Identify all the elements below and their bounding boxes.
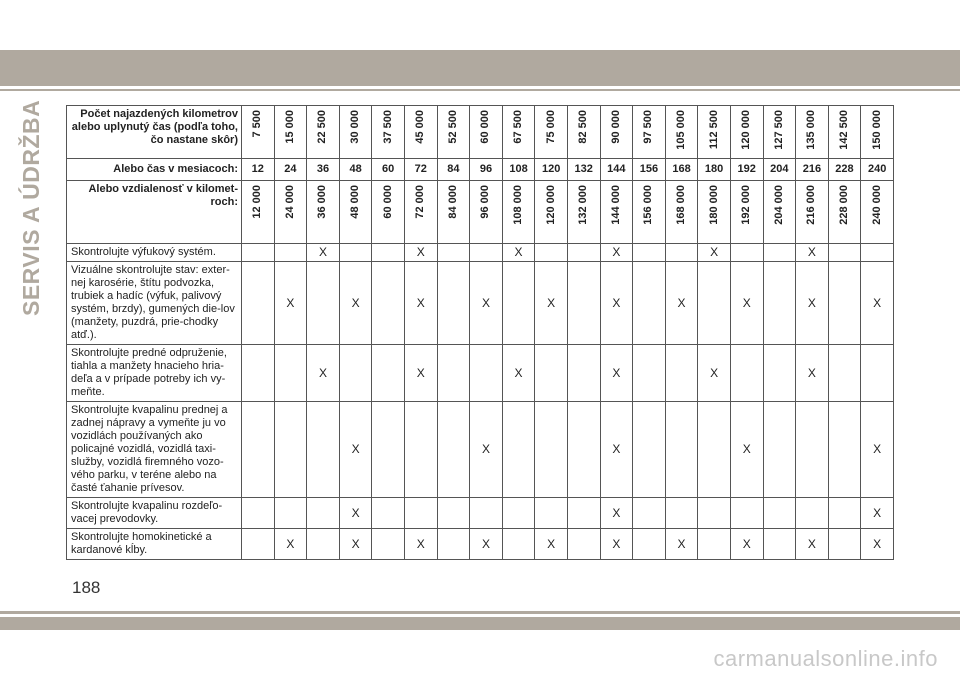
km-interval-value: 37 500 bbox=[381, 110, 394, 144]
km-interval-cell bbox=[567, 106, 600, 159]
task-mark bbox=[828, 402, 861, 498]
task-mark: X bbox=[502, 244, 535, 262]
distance-interval-cell bbox=[372, 181, 405, 244]
km-interval-value: 82 500 bbox=[577, 110, 590, 144]
km-interval-cell bbox=[763, 106, 796, 159]
task-mark: X bbox=[470, 402, 503, 498]
task-mark bbox=[535, 498, 568, 529]
task-mark bbox=[339, 345, 372, 402]
task-mark bbox=[242, 402, 275, 498]
km-interval-value: 90 000 bbox=[609, 110, 622, 144]
task-mark bbox=[567, 498, 600, 529]
task-mark bbox=[470, 345, 503, 402]
task-mark bbox=[633, 498, 666, 529]
distance-interval-cell bbox=[535, 181, 568, 244]
task-mark bbox=[372, 345, 405, 402]
task-mark bbox=[633, 244, 666, 262]
task-mark bbox=[274, 244, 307, 262]
task-mark bbox=[730, 498, 763, 529]
month-interval: 36 bbox=[307, 159, 340, 181]
task-mark bbox=[437, 529, 470, 560]
task-mark bbox=[437, 402, 470, 498]
task-label: Skontrolujte kvapalinu rozdeľo-vacej prevodovky. bbox=[67, 498, 242, 529]
km-interval-cell bbox=[274, 106, 307, 159]
task-mark bbox=[861, 345, 894, 402]
km-interval-cell bbox=[339, 106, 372, 159]
distance-interval-cell bbox=[437, 181, 470, 244]
task-mark bbox=[242, 345, 275, 402]
page-number: 188 bbox=[72, 578, 101, 597]
distance-interval-value: 132 000 bbox=[577, 185, 590, 225]
task-mark bbox=[665, 402, 698, 498]
task-mark: X bbox=[535, 262, 568, 345]
task-mark bbox=[339, 244, 372, 262]
km-interval-cell bbox=[307, 106, 340, 159]
km-header-row bbox=[67, 106, 894, 159]
km-interval-cell bbox=[372, 106, 405, 159]
task-mark bbox=[567, 402, 600, 498]
km-interval-cell bbox=[470, 106, 503, 159]
distance-interval-cell bbox=[307, 181, 340, 244]
task-mark: X bbox=[730, 262, 763, 345]
watermark: carmanualsonline.info bbox=[713, 646, 938, 671]
distance-interval-value: 192 000 bbox=[740, 185, 753, 225]
task-mark bbox=[698, 529, 731, 560]
month-interval: 96 bbox=[470, 159, 503, 181]
task-mark bbox=[437, 498, 470, 529]
task-mark: X bbox=[730, 529, 763, 560]
task-mark: X bbox=[600, 244, 633, 262]
task-mark bbox=[437, 262, 470, 345]
task-mark: X bbox=[600, 402, 633, 498]
task-mark bbox=[730, 345, 763, 402]
task-mark bbox=[372, 262, 405, 345]
km-interval-value: 45 000 bbox=[414, 110, 427, 144]
task-mark: X bbox=[730, 402, 763, 498]
km-interval-value: 75 000 bbox=[544, 110, 557, 144]
month-interval: 204 bbox=[763, 159, 796, 181]
distance-interval-value: 168 000 bbox=[675, 185, 688, 225]
km-interval-cell bbox=[861, 106, 894, 159]
km-interval-cell bbox=[665, 106, 698, 159]
task-mark: X bbox=[470, 529, 503, 560]
task-mark: X bbox=[665, 529, 698, 560]
task-mark bbox=[242, 244, 275, 262]
distance-interval-value: 204 000 bbox=[772, 185, 785, 225]
km-interval-value: 150 000 bbox=[870, 110, 883, 150]
task-mark bbox=[502, 529, 535, 560]
task-row bbox=[67, 262, 894, 345]
task-mark bbox=[242, 498, 275, 529]
km-interval-value: 112 500 bbox=[707, 110, 720, 150]
task-mark bbox=[307, 402, 340, 498]
task-mark: X bbox=[665, 262, 698, 345]
task-mark bbox=[665, 345, 698, 402]
task-mark bbox=[470, 498, 503, 529]
distance-interval-cell bbox=[567, 181, 600, 244]
km-interval-value: 60 000 bbox=[479, 110, 492, 144]
distance-interval-cell bbox=[730, 181, 763, 244]
distance-interval-value: 72 000 bbox=[414, 185, 427, 219]
task-mark bbox=[372, 402, 405, 498]
month-interval: 48 bbox=[339, 159, 372, 181]
task-mark bbox=[763, 498, 796, 529]
task-mark bbox=[502, 498, 535, 529]
task-mark bbox=[633, 345, 666, 402]
task-mark bbox=[502, 262, 535, 345]
task-mark: X bbox=[698, 244, 731, 262]
km-interval-cell bbox=[437, 106, 470, 159]
km-interval-value: 142 500 bbox=[837, 110, 850, 150]
task-mark bbox=[535, 402, 568, 498]
task-mark: X bbox=[600, 345, 633, 402]
month-interval: 180 bbox=[698, 159, 731, 181]
km-interval-value: 22 500 bbox=[316, 110, 329, 144]
task-mark: X bbox=[274, 529, 307, 560]
distance-interval-value: 24 000 bbox=[283, 185, 296, 219]
distance-interval-value: 108 000 bbox=[512, 185, 525, 225]
task-mark: X bbox=[339, 498, 372, 529]
task-label: Vizuálne skontrolujte stav: exter-nej karosérie, štítu podvozka, trubiek a hadíc (výfuk, palivový systém, brzdy), gumených die-lov (manžety, puzdrá, prie-chodky atď.). bbox=[67, 262, 242, 345]
distance-interval-cell bbox=[796, 181, 829, 244]
distance-interval-value: 60 000 bbox=[381, 185, 394, 219]
task-mark bbox=[372, 529, 405, 560]
distance-interval-value: 48 000 bbox=[349, 185, 362, 219]
month-interval: 132 bbox=[567, 159, 600, 181]
distance-interval-cell bbox=[698, 181, 731, 244]
km-header-label: Počet najazdených kilometrov alebo uplynutý čas (podľa toho, čo nastane skôr) bbox=[67, 106, 242, 159]
task-mark bbox=[633, 262, 666, 345]
task-mark: X bbox=[861, 402, 894, 498]
task-row bbox=[67, 345, 894, 402]
task-mark bbox=[307, 498, 340, 529]
distance-interval-cell bbox=[502, 181, 535, 244]
km-interval-value: 52 500 bbox=[446, 110, 459, 144]
top-decorative-band bbox=[0, 50, 960, 86]
task-mark: X bbox=[274, 262, 307, 345]
task-mark bbox=[307, 262, 340, 345]
task-mark bbox=[763, 244, 796, 262]
task-mark: X bbox=[861, 498, 894, 529]
task-mark bbox=[567, 345, 600, 402]
distance-interval-value: 144 000 bbox=[609, 185, 622, 225]
km-interval-cell bbox=[698, 106, 731, 159]
month-interval: 84 bbox=[437, 159, 470, 181]
distance-interval-cell bbox=[404, 181, 437, 244]
task-mark bbox=[274, 345, 307, 402]
task-mark: X bbox=[404, 345, 437, 402]
month-interval: 72 bbox=[404, 159, 437, 181]
month-interval: 228 bbox=[828, 159, 861, 181]
task-mark: X bbox=[307, 345, 340, 402]
distance-interval-cell bbox=[763, 181, 796, 244]
task-mark bbox=[372, 498, 405, 529]
distance-interval-cell bbox=[861, 181, 894, 244]
task-mark bbox=[828, 498, 861, 529]
task-mark bbox=[470, 244, 503, 262]
distance-interval-value: 240 000 bbox=[870, 185, 883, 225]
month-interval: 240 bbox=[861, 159, 894, 181]
distance-interval-cell bbox=[600, 181, 633, 244]
task-mark bbox=[698, 402, 731, 498]
task-mark bbox=[274, 402, 307, 498]
section-title: SERVIS A ÚDRŽBA bbox=[18, 99, 44, 316]
month-interval: 60 bbox=[372, 159, 405, 181]
distance-interval-value: 120 000 bbox=[544, 185, 557, 225]
distance-interval-value: 12 000 bbox=[251, 185, 264, 219]
distance-interval-value: 36 000 bbox=[316, 185, 329, 219]
km-interval-cell bbox=[796, 106, 829, 159]
task-mark bbox=[796, 402, 829, 498]
month-interval: 24 bbox=[274, 159, 307, 181]
task-mark: X bbox=[861, 529, 894, 560]
distance-interval-cell bbox=[665, 181, 698, 244]
km-interval-value: 67 500 bbox=[512, 110, 525, 144]
task-mark bbox=[828, 244, 861, 262]
km-interval-value: 15 000 bbox=[283, 110, 296, 144]
task-mark bbox=[567, 244, 600, 262]
task-mark bbox=[372, 244, 405, 262]
task-mark bbox=[404, 402, 437, 498]
task-mark bbox=[567, 529, 600, 560]
task-mark: X bbox=[404, 262, 437, 345]
task-mark: X bbox=[470, 262, 503, 345]
task-mark: X bbox=[404, 529, 437, 560]
task-mark: X bbox=[307, 244, 340, 262]
km-interval-value: 127 500 bbox=[772, 110, 785, 150]
task-row bbox=[67, 244, 894, 262]
distance-interval-cell bbox=[470, 181, 503, 244]
task-mark bbox=[763, 345, 796, 402]
task-mark bbox=[665, 244, 698, 262]
task-mark: X bbox=[796, 345, 829, 402]
month-interval: 168 bbox=[665, 159, 698, 181]
task-mark bbox=[633, 402, 666, 498]
months-header-label: Alebo čas v mesiacoch: bbox=[67, 159, 242, 181]
task-row bbox=[67, 498, 894, 529]
km-interval-value: 105 000 bbox=[675, 110, 688, 150]
km-interval-cell bbox=[502, 106, 535, 159]
month-interval: 12 bbox=[242, 159, 275, 181]
task-row bbox=[67, 529, 894, 560]
task-mark bbox=[242, 262, 275, 345]
task-mark bbox=[242, 529, 275, 560]
task-mark: X bbox=[339, 402, 372, 498]
task-mark: X bbox=[600, 262, 633, 345]
km-interval-value: 7 500 bbox=[251, 110, 264, 138]
month-interval: 192 bbox=[730, 159, 763, 181]
task-row bbox=[67, 402, 894, 498]
task-mark bbox=[307, 529, 340, 560]
km-interval-cell bbox=[404, 106, 437, 159]
km-interval-value: 30 000 bbox=[349, 110, 362, 144]
km-interval-cell bbox=[633, 106, 666, 159]
distance-interval-cell bbox=[828, 181, 861, 244]
km-interval-cell bbox=[600, 106, 633, 159]
task-mark bbox=[535, 244, 568, 262]
task-mark: X bbox=[796, 262, 829, 345]
distance-interval-cell bbox=[633, 181, 666, 244]
month-interval: 156 bbox=[633, 159, 666, 181]
task-mark: X bbox=[698, 345, 731, 402]
task-mark bbox=[698, 498, 731, 529]
task-mark: X bbox=[600, 498, 633, 529]
km-interval-cell bbox=[828, 106, 861, 159]
km-interval-value: 135 000 bbox=[805, 110, 818, 150]
km-interval-value: 97 500 bbox=[642, 110, 655, 144]
task-mark: X bbox=[404, 244, 437, 262]
km-interval-value: 120 000 bbox=[740, 110, 753, 150]
task-mark bbox=[437, 345, 470, 402]
km-interval-cell bbox=[535, 106, 568, 159]
task-mark bbox=[404, 498, 437, 529]
distance-interval-value: 216 000 bbox=[805, 185, 818, 225]
task-mark bbox=[796, 498, 829, 529]
months-header-row bbox=[67, 159, 894, 181]
task-mark: X bbox=[535, 529, 568, 560]
task-mark bbox=[763, 529, 796, 560]
task-label: Skontrolujte predné odpruženie, tiahla a manžety hnacieho hria-deľa a v prípade potreby ich vy-meňte. bbox=[67, 345, 242, 402]
km-interval-cell bbox=[242, 106, 275, 159]
task-mark: X bbox=[339, 262, 372, 345]
distance-interval-value: 84 000 bbox=[446, 185, 459, 219]
task-mark bbox=[535, 345, 568, 402]
task-mark bbox=[763, 262, 796, 345]
task-mark bbox=[665, 498, 698, 529]
task-mark bbox=[730, 244, 763, 262]
task-mark bbox=[567, 262, 600, 345]
distance-interval-cell bbox=[242, 181, 275, 244]
task-label: Skontrolujte kvapalinu prednej a zadnej nápravy a vymeňte ju vo vozidlách používaných ako policajné vozidlá, vozidlá taxi-služby, vozidlá firemného vozo-vého parku, v teréne alebo na časté ťahanie prívesov. bbox=[67, 402, 242, 498]
month-interval: 120 bbox=[535, 159, 568, 181]
task-mark: X bbox=[502, 345, 535, 402]
task-label: Skontrolujte výfukový systém. bbox=[67, 244, 242, 262]
task-mark bbox=[274, 498, 307, 529]
task-mark bbox=[437, 244, 470, 262]
task-mark bbox=[698, 262, 731, 345]
distance-interval-value: 180 000 bbox=[707, 185, 720, 225]
task-mark: X bbox=[600, 529, 633, 560]
task-mark: X bbox=[339, 529, 372, 560]
distance-interval-value: 96 000 bbox=[479, 185, 492, 219]
month-interval: 216 bbox=[796, 159, 829, 181]
top-divider bbox=[0, 89, 960, 91]
distance-interval-cell bbox=[339, 181, 372, 244]
task-mark: X bbox=[796, 244, 829, 262]
task-mark bbox=[828, 345, 861, 402]
month-interval: 108 bbox=[502, 159, 535, 181]
task-mark bbox=[828, 262, 861, 345]
km-interval-cell bbox=[730, 106, 763, 159]
task-mark: X bbox=[861, 262, 894, 345]
bottom-divider bbox=[0, 611, 960, 614]
task-mark bbox=[502, 402, 535, 498]
bottom-decorative-band bbox=[0, 617, 960, 630]
distance-interval-cell bbox=[274, 181, 307, 244]
distance-interval-value: 156 000 bbox=[642, 185, 655, 225]
distance-interval-value: 228 000 bbox=[837, 185, 850, 225]
distance-header-row bbox=[67, 181, 894, 244]
distance-header-label: Alebo vzdialenosť v kilomet-roch: bbox=[67, 181, 242, 244]
task-mark bbox=[633, 529, 666, 560]
maintenance-schedule-table bbox=[66, 105, 894, 560]
task-mark bbox=[828, 529, 861, 560]
task-mark bbox=[763, 402, 796, 498]
month-interval: 144 bbox=[600, 159, 633, 181]
task-label: Skontrolujte homokinetické a kardanové kĺby. bbox=[67, 529, 242, 560]
task-mark bbox=[861, 244, 894, 262]
task-mark: X bbox=[796, 529, 829, 560]
